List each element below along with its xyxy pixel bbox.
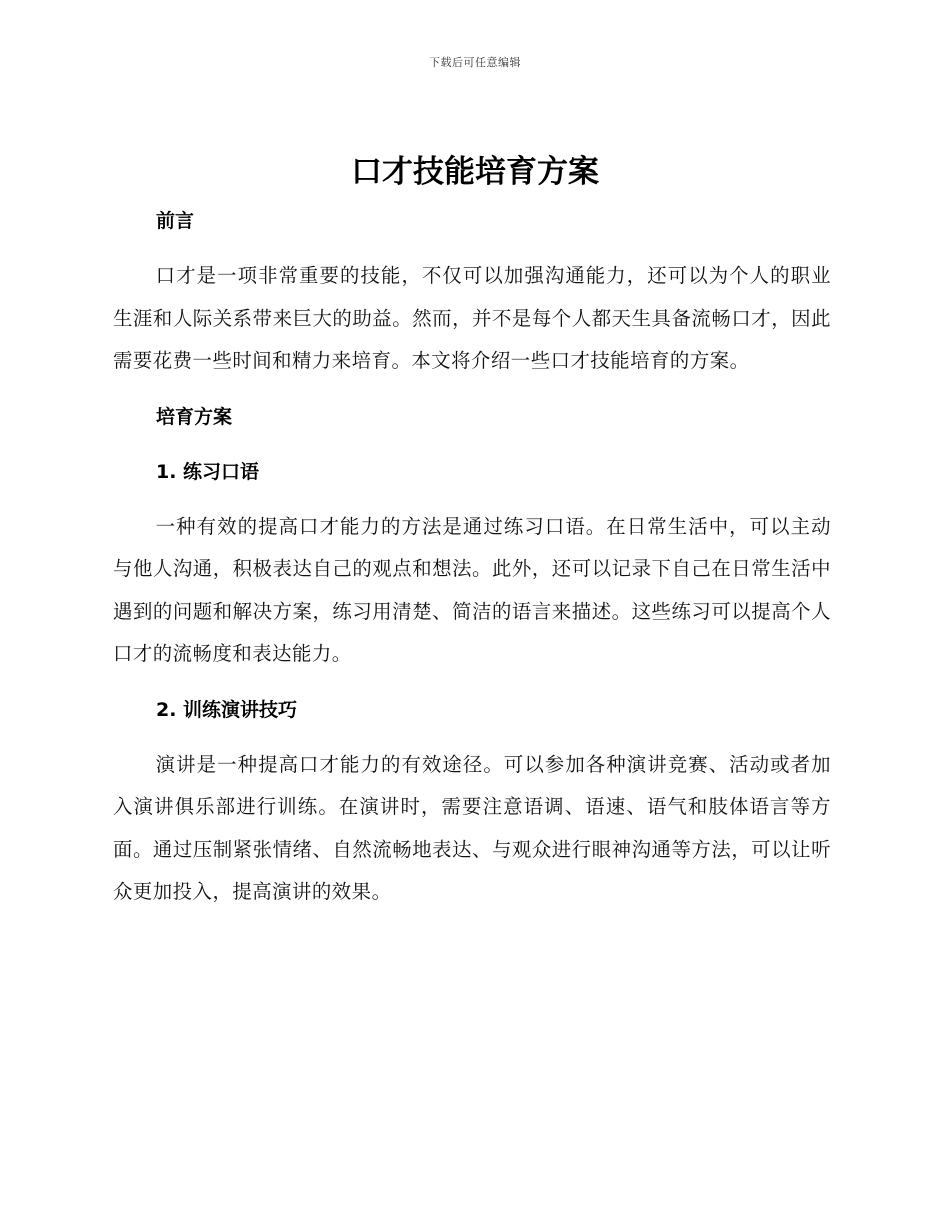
preface-heading: 前言: [156, 210, 195, 232]
preface-paragraph: 口才是一项非常重要的技能，不仅可以加强沟通能力，还可以为个人的职业生涯和人际关系带来巨大的助益。然而，并不是每个人都天生具备流畅口才，因此需要花费一些时间和精力来培育。本文将介绍一些口才技能培育的方案。: [113, 264, 831, 372]
document-body: [113, 200, 831, 914]
plan-heading: 培育方案: [156, 405, 233, 428]
document-title: 口才技能培育方案: [351, 154, 599, 190]
page-header-note: 下载后可任意编辑: [429, 56, 521, 69]
item1-heading: 1. 练习口语: [156, 460, 260, 483]
item2-paragraph: 演讲是一种提高口才能力的有效途径。可以参加各种演讲竞赛、活动或者加入演讲俱乐部进行训练。在演讲时，需要注意语调、语速、语气和肢体语言等方面。通过压制紧张情绪、自然流畅地表达、与观众进行眼神沟通等方法，可以让听众更加投入，提高演讲的效果。: [113, 752, 831, 903]
item1-paragraph: 一种有效的提高口才能力的方法是通过练习口语。在日常生活中，可以主动与他人沟通，积极表达自己的观点和想法。此外，还可以记录下自己在日常生活中遇到的问题和解决方案，练习用清楚、简洁的语言来描述。这些练习可以提高个人口才的流畅度和表达能力。: [113, 514, 831, 665]
item2-heading: 2. 训练演讲技巧: [156, 698, 298, 721]
